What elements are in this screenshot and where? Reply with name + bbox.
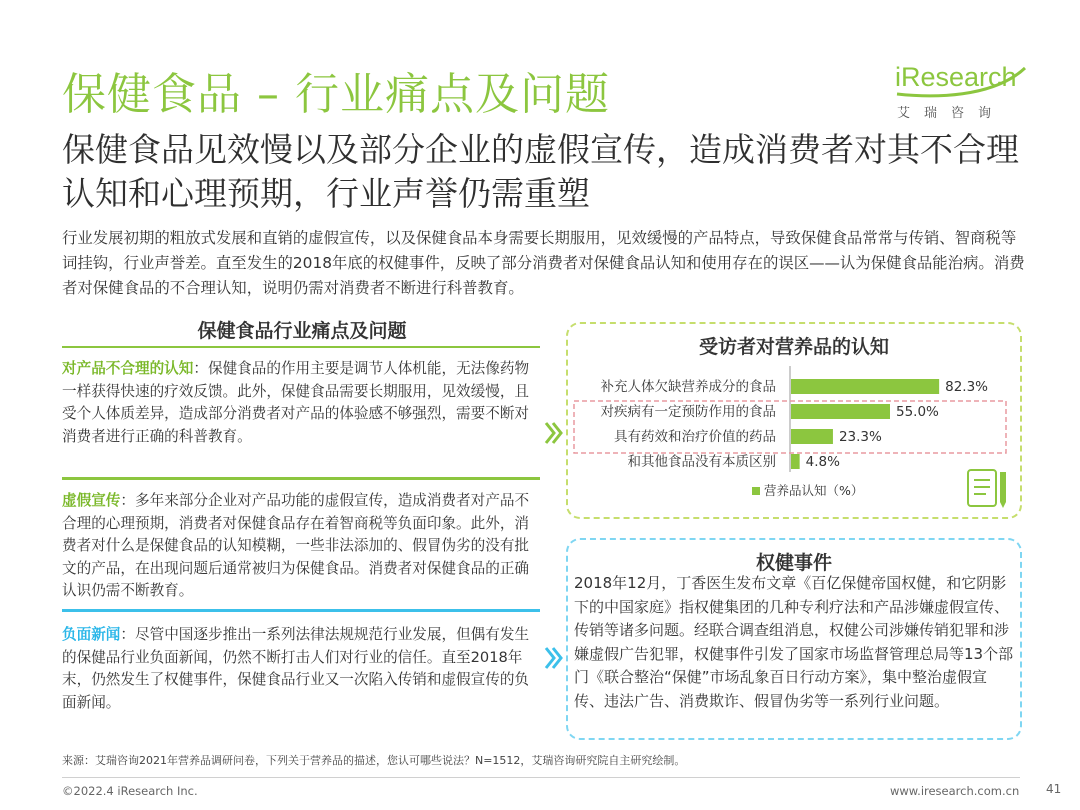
page-subtitle: 保健食品见效慢以及部分企业的虚假宣传，造成消费者对其不合理认知和心理预期，行业声誉仍需重塑 (62, 130, 1019, 213)
nutrition-cognition-chart (566, 322, 1022, 519)
document-pencil-icon (968, 470, 1006, 508)
pain-point-item (62, 358, 540, 448)
heading-underline (62, 346, 540, 348)
bar (791, 429, 833, 444)
double-chevron-right-icon (544, 420, 564, 446)
chart-title: 受访者对营养品的认知 (698, 336, 889, 358)
website-link[interactable]: www.iresearch.com.cn (890, 784, 1020, 798)
category-label: 对疾病有一定预防作用的食品 (600, 404, 776, 420)
copyright: ©2022.4 iResearch Inc. (62, 784, 198, 798)
value-label: 23.3% (838, 429, 882, 445)
pain-point-text: 尽管中国逐步推出一系列法律法规规范行业发展，但偶有发生的保健品行业负面新闻，仍然不断打击人们对行业的信任。直至2018年末，仍然发生了权健事件，保健食品行业又一次陷入传销和虚假宣传的负面新闻。 (62, 626, 530, 711)
intro-paragraph: 行业发展初期的粗放式发展和直销的虚假宣传，以及保健食品本身需要长期服用，见效缓慢的产品特点，导致保健食品常常与传销、智商税等词挂钩，行业声誉差。直至发生的2018年底的权健事件，反映了部分消费者对保健食品认知和使用存在的误区——认为保健食品能治病。消费者对保健食品的不合理认知，说明仍需对消费者不断进行科普教育。 (62, 229, 1025, 297)
bar (791, 454, 800, 469)
legend-label: 营养品认知（%） (764, 483, 864, 498)
double-chevron-right-icon (544, 645, 564, 671)
page-title: 保健食品 – 行业痛点及问题 (62, 69, 610, 120)
source-note: 来源：艾瑞咨询2021年营养品调研问卷，下列关于营养品的描述，您认可哪些说法？N=1512，艾瑞咨询研究院自主研究绘制。 (62, 754, 686, 767)
event-body: 2018年12月，丁香医生发布文章《百亿保健帝国权健，和它阴影下的中国家庭》指权健集团的几种专利疗法和产品涉嫌虚假宣传、传销等诸多问题。经联合调查组消息，权健公司涉嫌传销犯罪和涉嫌虚假广告犯罪，权健事件引发了国家市场监督管理总局等13个部门《联合整治“保健”市场乱象百日行动方案》，集中整治虚假宣传、违法广告、消费欺诈、假冒伪劣等一系列行业问题。 (574, 574, 1014, 710)
value-label: 55.0% (896, 404, 939, 420)
event-title: 权健事件 (755, 552, 832, 574)
pain-point-item (62, 624, 540, 714)
value-label: 82.3% (945, 379, 989, 395)
pain-point-text: 多年来部分企业对产品功能的虚假宣传，造成消费者对产品不合理的心理预期，消费者对保健食品存在着智商税等负面印象。此外，消费者对什么是保健食品的认知模糊，一些非法添加的、假冒伪劣的没有批文的产品，在出现问题后通常被归为保健食品。消费者对保健食品的正确认识仍需不断教育。 (62, 492, 530, 599)
bar (791, 379, 939, 394)
category-label: 补充人体欠缺营养成分的食品 (600, 379, 776, 395)
pain-point-text: 保健食品的作用主要是调节人体机能，无法像药物一样获得快速的疗效反馈。此外，保健食品需要长期服用，见效缓慢，且受个人体质差异，造成部分消费者对产品的体验感不够强烈，需要不断对消费者进行正确的科普教育。 (62, 360, 530, 445)
pain-point-key: 负面新闻 (62, 626, 121, 643)
value-label: 4.8% (805, 454, 840, 470)
pain-point-key: 虚假宣传 (62, 492, 121, 509)
logo-chinese: 艾瑞咨询 (897, 106, 1006, 121)
iresearch-logo (893, 58, 1033, 120)
pain-point-sep: ： (120, 626, 135, 643)
section-divider (62, 609, 540, 612)
pain-point-sep: ： (120, 492, 135, 509)
pain-points-heading: 保健食品行业痛点及问题 (197, 320, 407, 342)
category-label: 具有药效和治疗价值的药品 (614, 429, 776, 445)
category-label: 和其他食品没有本质区别 (627, 454, 776, 470)
pain-point-item (62, 490, 540, 603)
legend-swatch (752, 487, 760, 495)
bar (791, 404, 890, 419)
page-number: 41 (1046, 782, 1062, 796)
footer-divider (62, 777, 1020, 778)
section-divider (62, 477, 540, 480)
pain-point-sep: ： (193, 360, 208, 377)
pain-point-key: 对产品不合理的认知 (62, 360, 194, 377)
logo-word: iResearch (895, 62, 1017, 92)
